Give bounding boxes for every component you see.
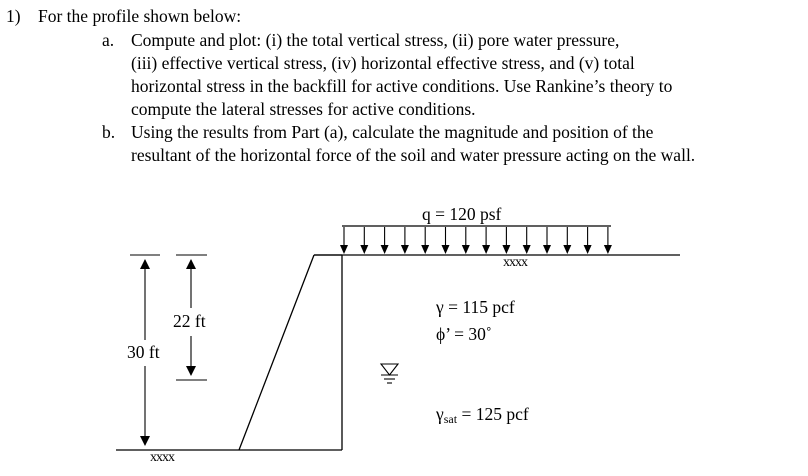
water-table-icon [381, 364, 398, 383]
surcharge-arrow [401, 227, 409, 254]
surcharge-arrow [442, 227, 450, 254]
surcharge-arrow [421, 227, 429, 254]
surcharge-arrow [563, 227, 571, 254]
part-b-line-2: resultant of the horizontal force of the soil and water pressure acting on the wall. [131, 145, 696, 165]
surcharge-label: q = 120 psf [422, 204, 502, 224]
part-b-line-1: Using the results from Part (a), calculate the magnitude and position of the [131, 122, 654, 142]
part-a-line-1: Compute and plot: (i) the total vertical stress, (ii) pore water pressure, [131, 30, 620, 50]
gamma-label: γ = 115 pcf [436, 297, 515, 317]
surcharge-arrow [360, 227, 368, 254]
surcharge-arrow [502, 227, 510, 254]
gamma-sat-label: γsat = 125 pcf [436, 404, 529, 426]
surcharge-arrow [340, 227, 348, 254]
wall-front-face [239, 255, 314, 450]
surcharge-arrow [523, 227, 531, 254]
part-a-label: a. [102, 30, 115, 50]
part-b-label: b. [102, 122, 116, 142]
problem-number: 1) [6, 6, 21, 26]
part-a-line-4: compute the lateral stresses for active conditions. [131, 99, 476, 119]
part-a-line-3: horizontal stress in the backfill for active conditions. Use Rankine’s theory to [131, 76, 673, 96]
hatch-top: xxxx [503, 255, 527, 270]
surcharge-arrow [482, 227, 490, 254]
problem-intro: For the profile shown below: [38, 6, 242, 26]
surcharge-arrow [604, 227, 612, 254]
part-a-line-2: (iii) effective vertical stress, (iv) horizontal effective stress, and (v) total [131, 53, 635, 73]
surcharge-arrow [543, 227, 551, 254]
hatch-bottom: xxxx [150, 450, 174, 465]
phi-label: ϕ’ = 30˚ [436, 324, 492, 344]
dim-30ft-label: 30 ft [127, 342, 160, 362]
dim-22ft-label: 22 ft [173, 311, 206, 331]
surcharge-arrow [381, 227, 389, 254]
surcharge-arrows [340, 227, 612, 254]
surcharge-arrow [584, 227, 592, 254]
surcharge-arrow [462, 227, 470, 254]
